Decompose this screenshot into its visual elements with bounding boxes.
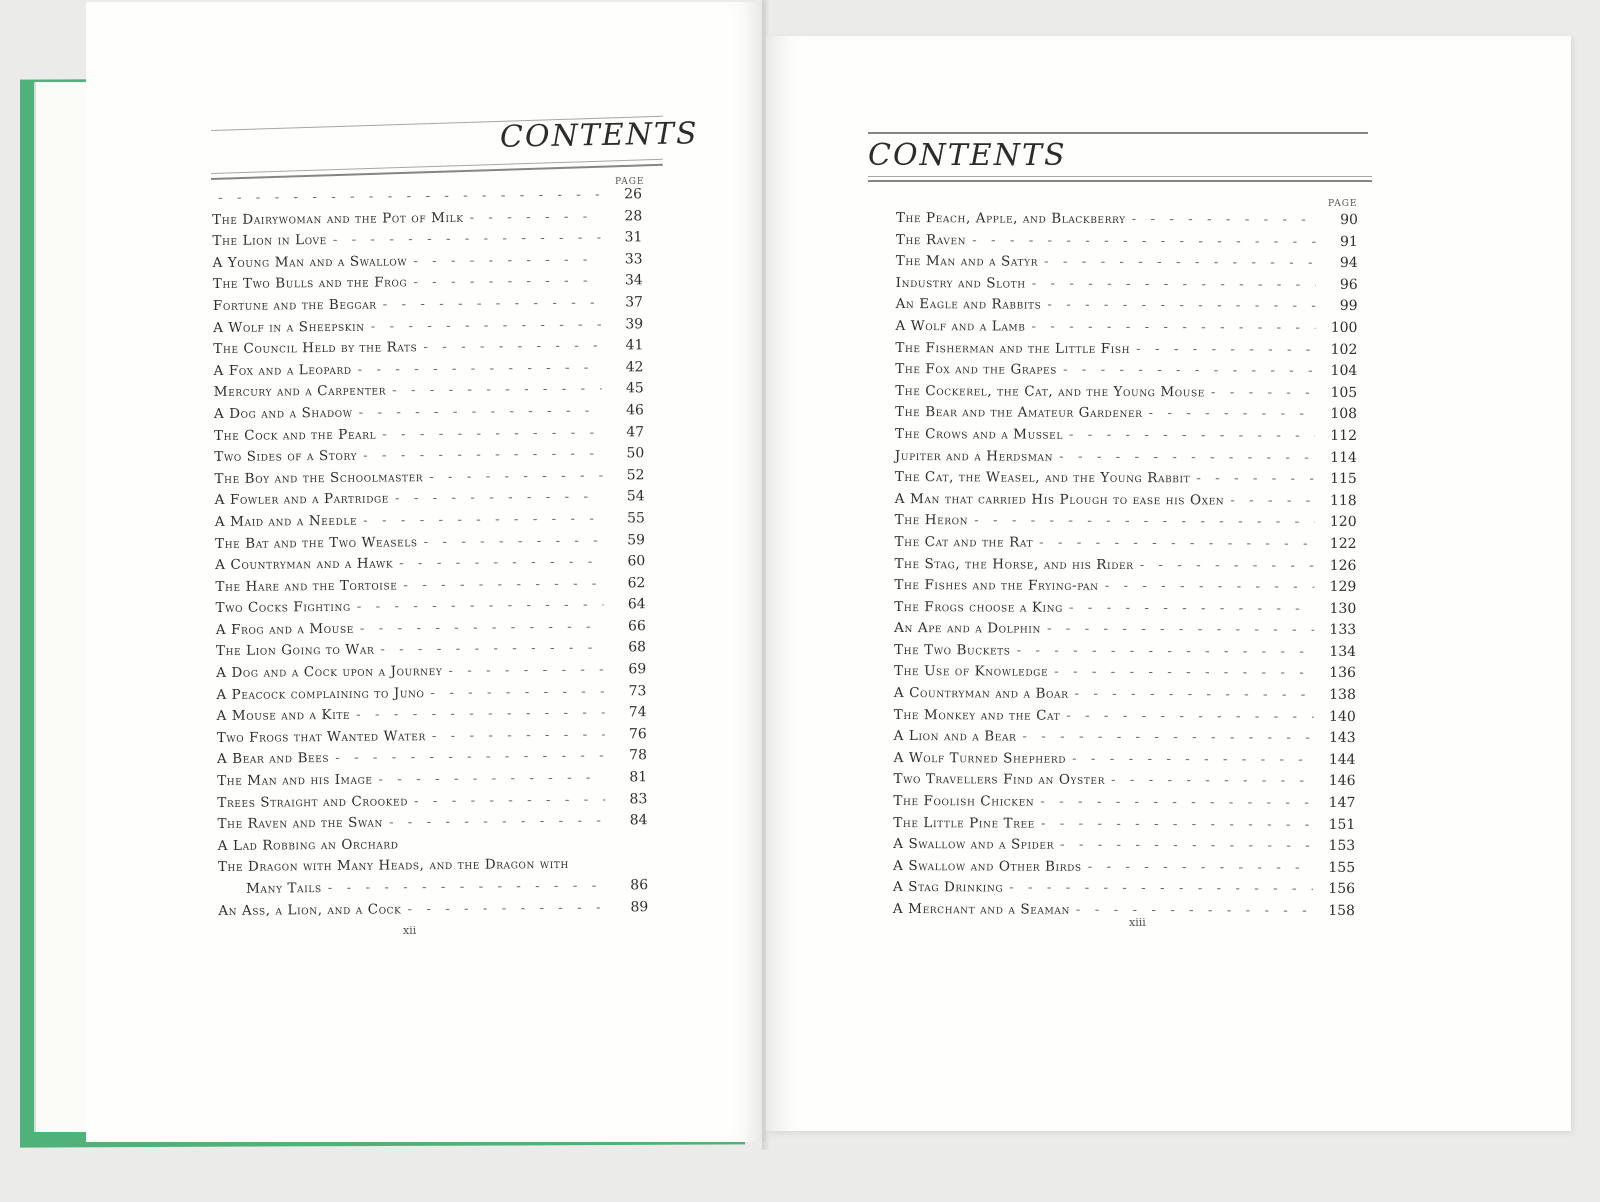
toc-entry-page-number: 136 [1329,665,1357,682]
toc-entry-title: A Frog and a Mouse [215,620,354,638]
toc-entry-page-number: 100 [1330,319,1358,336]
dot-leader [382,424,602,442]
dot-leader [429,467,603,485]
toc-entry-page-number: 45 [625,380,644,397]
toc-entry-title: The Cat, the Weasel, and the Young Rabbit [894,469,1191,487]
toc-entry [895,426,1357,450]
dot-leader [1105,578,1315,595]
toc-entry-page-number: 73 [628,682,647,700]
toc-entry-title: The Man and a Satyr [895,253,1039,270]
toc-entry-title: The Two Bulls and the Frog [212,274,408,293]
toc-entry-page-number: 99 [1339,298,1358,315]
dot-leader [413,251,601,269]
toc-entry-page-number: 115 [1330,471,1357,488]
dot-leader [413,273,601,291]
toc-entry [896,296,1358,320]
right-page [766,36,1571,1131]
toc-entry-title: The Monkey and the Cat [893,706,1061,724]
toc-entry-page-number: 118 [1329,492,1357,509]
toc-entry-page-number: 50 [626,445,645,462]
toc-entry [896,275,1358,299]
toc-entry-title: A Maid and a Needle [214,512,358,530]
toc-entry [894,685,1356,709]
toc-entry-title: A Man that carried His Plough to ease his Oxen [894,490,1225,509]
toc-entry-title: The Crows and a Mussel [894,425,1063,443]
toc-list-left [212,186,649,919]
title-rule-middle [868,176,1372,177]
dot-leader [1149,405,1316,422]
dot-leader [1041,815,1314,832]
toc-entry-page-number: 146 [1328,773,1356,790]
dot-leader [1074,686,1313,703]
toc-entry-page-number: 86 [630,877,649,894]
dot-leader [363,511,603,529]
dot-leader [430,683,604,701]
toc-entry-title: Two Sides of a Story [214,447,358,466]
toc-entry [893,836,1355,860]
toc-entry-title: The Fox and the Grapes [895,361,1057,378]
dot-leader [1032,275,1316,292]
toc-entry-page-number: 155 [1328,859,1356,876]
toc-entry-title: The Cock and the Pearl [214,426,377,444]
toc-entry [893,815,1355,839]
toc-entry-page-number: 89 [630,898,649,915]
dot-leader [358,359,602,377]
toc-entry-title: A Peacock complaining to Juno [216,684,425,703]
toc-entry-title: A Bear and Bees [216,750,330,768]
toc-entry [896,232,1358,256]
toc-entry [893,901,1355,925]
title-rule-bottom [868,180,1372,182]
toc-entry [894,620,1356,644]
toc-entry [894,534,1356,558]
toc-entry-page-number: 104 [1330,363,1358,380]
contents-title: CONTENTS [868,138,1067,173]
toc-entry [894,663,1356,687]
toc-entry-title: The Man and his Image [217,771,373,790]
dot-leader [357,597,604,615]
dot-leader [333,230,601,248]
toc-entry-title: The Council Held by the Rats [213,339,418,358]
toc-entry-title: The Raven [895,231,967,248]
toc-entry-title: A Wolf and a Lamb [895,317,1026,335]
dot-leader [1031,319,1315,336]
toc-entry-title: Many Tails [246,880,322,897]
toc-entry-title: The Hare and the Tortoise [215,577,398,595]
dot-leader [469,208,600,225]
toc-entry-page-number: 96 [1339,276,1358,293]
dot-leader [371,316,602,334]
toc-entry-title: The Cockerel, the Cat, and the Young Mouse [895,382,1205,401]
dot-leader [407,899,606,917]
dot-leader [974,513,1315,530]
toc-entry-title: Two Frogs that Wanted Water [216,727,426,746]
toc-entry-title: Jupiter and a Herdsman [894,447,1054,465]
toc-entry-title: A Merchant and a Seaman [892,900,1070,918]
dot-leader [1211,384,1315,400]
toc-entry-page-number: 112 [1330,427,1358,444]
toc-entry-page-number: 151 [1328,816,1356,833]
toc-entry-page-number: 126 [1329,557,1357,574]
toc-entry-page-number: 108 [1330,406,1358,423]
dot-leader [1060,837,1313,854]
toc-entry-title: The Boy and the Schoolmaster [214,468,424,487]
dot-leader [432,726,605,744]
toc-entry-page-number: 140 [1329,708,1356,725]
toc-entry-page-number: 74 [628,704,647,721]
dot-leader [1039,535,1315,552]
toc-entry-title: Mercury and a Carpenter [213,382,387,401]
toc-entry-title: Industry and Sloth [895,274,1026,292]
toc-entry-title: The Use of Knowledge [893,663,1049,681]
toc-entry-title: A Lad Robbing an Orchard [217,836,399,854]
dot-leader [423,532,603,550]
toc-entry-page-number: 54 [626,488,645,505]
toc-entry-page-number: 62 [627,574,646,592]
dot-leader [1111,772,1314,789]
toc-entry-page-number: 83 [629,790,648,808]
toc-entry-title: The Two Buckets [894,641,1011,659]
toc-entry-page-number: 42 [625,358,644,376]
toc-entry-page-number: 59 [627,531,646,548]
toc-entry-title: An Ass, a Lion, and a Cock [218,900,402,919]
dot-leader [392,381,602,399]
toc-entry-title: A Countryman and a Hawk [215,555,394,574]
toc-entry-page-number: 69 [628,661,647,678]
dot-leader [1140,557,1315,574]
dot-leader [1044,254,1316,271]
dot-leader [1059,448,1315,465]
toc-entry [894,642,1356,666]
toc-entry-page-number: 33 [624,251,643,268]
dot-leader [399,554,603,572]
dot-leader [1069,427,1315,444]
toc-entry-title: The Cat and the Rat [894,533,1034,551]
toc-entry-title: The Lion in Love [212,232,327,250]
toc-entry [218,899,648,924]
dot-leader [363,446,602,464]
toc-entry-title: The Stag, the Horse, and his Rider [894,555,1134,573]
toc-entry-page-number: 158 [1328,902,1355,920]
toc-entry-page-number: 94 [1339,255,1358,272]
dot-leader [328,878,606,896]
dot-leader [1063,362,1315,379]
toc-entry-page-number: 90 [1340,211,1358,229]
toc-entry-page-number: 144 [1328,751,1356,768]
toc-entry-page-number: 122 [1329,535,1357,552]
toc-entry-page-number: 34 [624,272,643,289]
toc-entry-page-number: 78 [629,747,648,764]
toc-entry-title: A Swallow and Other Birds [893,857,1082,875]
left-page [86,2,766,1142]
page-folio: xii [403,924,417,937]
toc-entry [895,512,1357,536]
toc-entry-page-number: 120 [1329,514,1357,531]
dot-leader [356,705,605,723]
dot-leader [1017,642,1315,659]
toc-entry-title: The Little Pine Tree [893,814,1035,832]
toc-entry-title: The Frogs choose a King [894,598,1064,616]
dot-leader [403,575,603,593]
dot-leader [1040,794,1313,811]
toc-entry [896,210,1358,234]
toc-list-right [892,210,1358,920]
toc-entry-title: A Fox and a Leopard [213,361,352,379]
dot-leader [1069,599,1314,616]
toc-entry-title: The Raven and the Swan [217,814,383,833]
dot-leader [359,403,602,421]
toc-entry [895,448,1357,472]
toc-entry-page-number: 76 [628,726,647,743]
toc-entry-page-number: 84 [629,812,648,829]
toc-entry-title: A Wolf Turned Shepherd [893,749,1067,767]
toc-entry-page-number: 143 [1328,730,1356,747]
dot-leader [1076,902,1313,919]
toc-entry [893,858,1355,882]
toc-entry-title: Two Cocks Fighting [215,599,351,617]
dot-leader [383,295,601,313]
dot-leader [1132,211,1316,228]
dot-leader [1054,664,1314,681]
toc-entry-page-number: 31 [624,229,643,246]
toc-entry-title: Two Travellers Find an Oyster [893,771,1106,789]
toc-entry-title: The Bat and the Two Weasels [215,533,418,552]
dot-leader [1072,751,1314,768]
toc-entry-title: An Eagle and Rabbits [895,296,1042,314]
toc-entry-title: The Dairywoman and the Pot of Milk [212,209,464,228]
dot-leader [972,232,1316,249]
toc-entry [896,253,1358,277]
toc-entry [893,771,1355,795]
toc-entry [895,404,1357,428]
toc-entry-page-number: 81 [629,769,648,786]
title-rule-top [868,132,1368,134]
toc-entry [894,750,1356,774]
toc-entry-page-number: 147 [1328,794,1356,812]
toc-entry-page-number: 130 [1329,600,1357,617]
toc-entry-title: The Foolish Chicken [893,793,1035,810]
toc-entry-title: A Lion and a Bear [893,728,1017,745]
dot-leader [448,662,604,679]
dot-leader [378,770,605,788]
toc-entry-page-number: 114 [1330,449,1357,466]
toc-entry-page-number: 68 [628,639,647,656]
toc-entry-title: A Stag Drinking [893,879,1004,896]
toc-entry-title: The Fishes and the Frying-pan [894,577,1099,594]
toc-entry-page-number: 52 [626,466,645,484]
dot-leader [380,640,604,658]
toc-entry-page-number: 28 [624,207,643,224]
page-column-label: PAGE [1328,199,1358,209]
toc-entry-title: The Peach, Apple, and Blackberry [895,210,1126,228]
toc-entry [893,879,1355,903]
toc-entry-title: An Ape and a Dolphin [894,620,1041,637]
dot-leader [1136,341,1315,358]
toc-entry-title: The Dragon with Many Heads, and the Dragon with [217,856,569,876]
toc-entry-page-number: 26 [624,186,643,203]
toc-entry-page-number: 46 [626,402,645,419]
dot-leader [1047,621,1314,638]
dot-leader [1088,859,1314,876]
dot-leader [414,791,605,809]
page-folio: xiii [1129,916,1146,929]
contents-title: CONTENTS [499,116,699,155]
toc-entry [895,318,1357,342]
toc-entry-page-number: 105 [1330,384,1358,401]
toc-entry-page-number: 129 [1329,578,1357,596]
toc-entry-title: A Mouse and a Kite [216,707,351,725]
toc-entry-page-number: 134 [1329,643,1357,660]
toc-entry-title: A Countryman and a Boar [893,685,1069,702]
toc-entry [894,577,1356,601]
toc-entry-title: A Fowler and a Partridge [214,490,390,509]
dot-leader [1230,492,1315,508]
toc-entry-title: Fortune and the Beggar [212,296,377,314]
toc-entry-page-number: 91 [1340,233,1358,250]
toc-entry-title: Trees Straight and Crooked [217,792,409,811]
toc-entry-page-number: 55 [626,510,645,527]
dot-leader [395,489,603,507]
toc-entry-page-number: 66 [627,618,646,635]
toc-entry-page-number: 39 [625,315,644,332]
page-column-label: PAGE [615,177,645,187]
toc-entry-title: The Bear and the Amateur Gardener [895,404,1143,422]
dot-leader [389,813,606,831]
toc-entry-page-number: 41 [625,337,644,354]
toc-entry [893,793,1355,817]
toc-entry-page-number: 102 [1330,341,1358,358]
toc-entry-title: A Wolf in a Sheepskin [213,318,365,336]
toc-entry [894,728,1356,752]
toc-entry [895,361,1357,385]
dot-leader [1022,729,1313,746]
toc-entry-title: A Dog and a Cock upon a Journey [216,663,443,682]
toc-entry-page-number: 37 [625,294,644,311]
toc-entry-title: The Fisherman and the Little Fish [895,339,1131,357]
dot-leader [423,338,601,356]
toc-entry-page-number: 133 [1329,622,1357,639]
toc-entry-page-number: 64 [627,596,646,613]
dot-leader [218,187,600,206]
toc-entry [895,469,1357,493]
toc-entry-title: The Lion Going to War [215,642,375,660]
toc-entry-page-number: 153 [1328,838,1356,855]
toc-entry [894,599,1356,623]
toc-entry-page-number: 138 [1329,686,1356,704]
dot-leader [335,748,605,766]
dot-leader [360,618,604,636]
dot-leader [1009,880,1313,897]
dot-leader [1066,707,1314,724]
dot-leader [1196,470,1315,487]
toc-entry-page-number: 156 [1328,881,1356,898]
toc-entry [895,491,1357,515]
toc-entry-page-number: 47 [626,423,645,440]
toc-entry [895,340,1357,364]
toc-entry [894,555,1356,579]
toc-entry-title: A Swallow and a Spider [893,836,1055,853]
toc-entry [895,383,1357,407]
toc-entry-page-number: 60 [627,553,646,570]
dot-leader [1047,297,1315,314]
toc-entry [894,707,1356,731]
toc-entry-title: A Dog and a Shadow [213,404,353,422]
toc-entry-title: A Young Man and a Swallow [212,253,408,271]
toc-entry-title: The Heron [894,512,969,529]
